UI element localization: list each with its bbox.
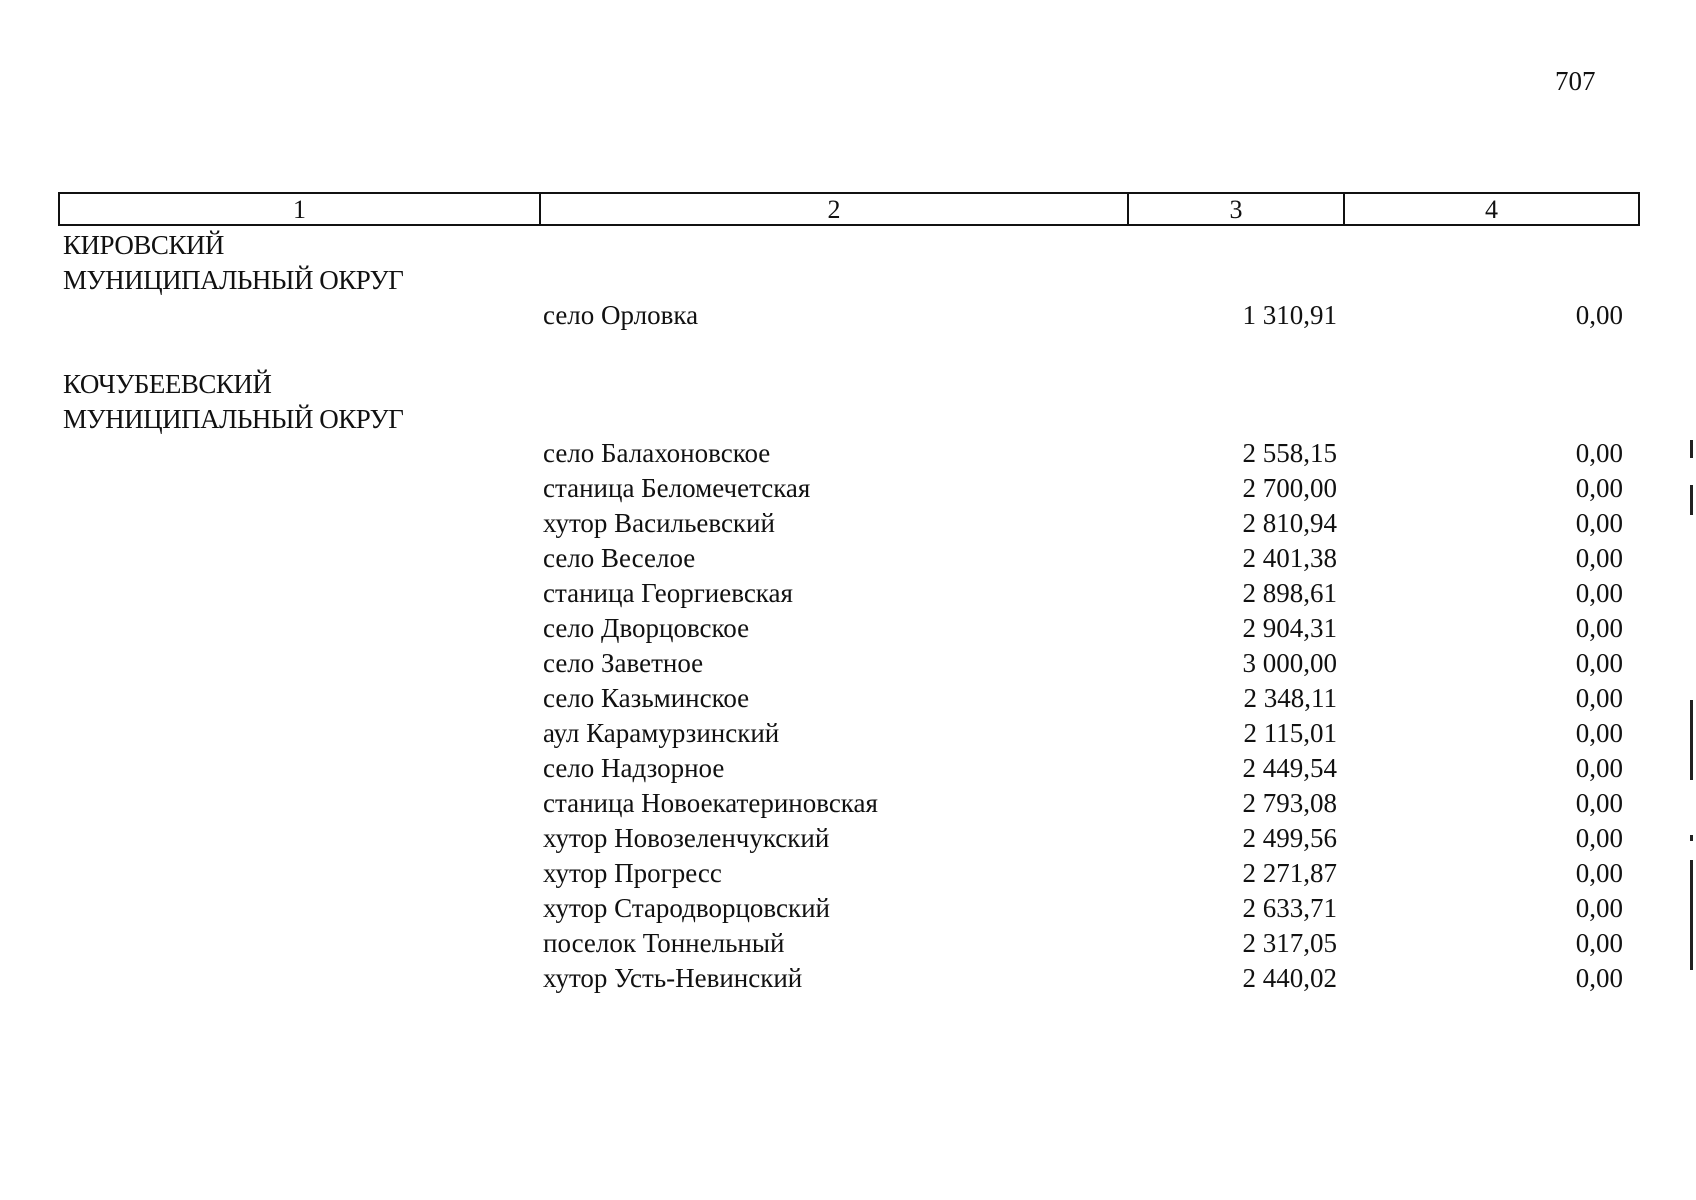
value-col3: 2 317,05 [1242, 928, 1337, 958]
locality-name: хутор Новозеленчукский [543, 823, 830, 853]
column-header-4: 4 [1485, 195, 1498, 224]
locality-name: хутор Васильевский [543, 508, 775, 538]
locality-name: станица Георгиевская [543, 578, 793, 608]
column-header-3: 3 [1129, 194, 1345, 224]
locality-name: хутор Усть-Невинский [543, 963, 803, 993]
value-col3: 2 793,08 [1242, 788, 1337, 818]
table-row [543, 506, 1643, 541]
value-col3: 2 700,00 [1242, 473, 1337, 503]
district-rows [543, 436, 1643, 996]
value-col4: 0,00 [1575, 438, 1623, 468]
scan-edge-mark [1690, 860, 1693, 970]
scan-edge-mark [1690, 485, 1693, 515]
value-col4: 0,00 [1575, 300, 1623, 330]
value-col3: 2 271,87 [1242, 858, 1337, 888]
scan-edge-mark [1690, 440, 1693, 458]
table-row [543, 576, 1643, 611]
table-row [543, 471, 1643, 506]
locality-name: хутор Стародворцовский [543, 893, 830, 923]
value-col4: 0,00 [1575, 963, 1623, 993]
locality-name: село Дворцовское [543, 613, 750, 643]
value-col3: 2 633,71 [1242, 893, 1337, 923]
table-row [543, 611, 1643, 646]
district-name-line2: МУНИЦИПАЛЬНЫЙ ОКРУГ [63, 265, 404, 295]
value-col4: 0,00 [1575, 928, 1623, 958]
column-header-2: 2 [541, 194, 1129, 224]
table-row [543, 926, 1643, 961]
value-col3: 2 449,54 [1242, 753, 1337, 783]
table-row [543, 821, 1643, 856]
locality-name: станица Беломечетская [543, 473, 811, 503]
table-row [543, 541, 1643, 576]
value-col4: 0,00 [1575, 648, 1623, 678]
value-col3: 2 440,02 [1242, 963, 1337, 993]
page-number: 707 [1555, 66, 1596, 96]
value-col3: 2 499,56 [1242, 823, 1337, 853]
value-col4: 0,00 [1575, 823, 1623, 853]
scan-edge-mark [1690, 700, 1693, 780]
district-name-line2: МУНИЦИПАЛЬНЫЙ ОКРУГ [63, 404, 404, 434]
value-col3: 2 348,11 [1243, 683, 1337, 713]
district-rows [543, 298, 1643, 333]
value-col4: 0,00 [1575, 473, 1623, 503]
district-name [63, 367, 403, 437]
value-col4: 0,00 [1575, 788, 1623, 818]
value-col4: 0,00 [1575, 543, 1623, 573]
value-col4: 0,00 [1575, 893, 1623, 923]
table-row [543, 961, 1643, 996]
table-row [543, 681, 1643, 716]
table-row [543, 856, 1643, 891]
table-row [543, 646, 1643, 681]
value-col4: 0,00 [1575, 508, 1623, 538]
table-row [543, 436, 1643, 471]
locality-name: поселок Тоннельный [543, 928, 785, 958]
column-header-1: 1 [60, 194, 541, 224]
table-row [543, 786, 1643, 821]
locality-name: село Надзорное [543, 753, 725, 783]
value-col3: 3 000,00 [1242, 648, 1337, 678]
table-row [543, 751, 1643, 786]
locality-name: хутор Прогресс [543, 858, 722, 888]
locality-name: село Орловка [543, 300, 699, 330]
value-col3: 2 810,94 [1242, 508, 1337, 538]
value-col3: 1 310,91 [1242, 300, 1337, 330]
value-col4: 0,00 [1575, 683, 1623, 713]
locality-name: село Веселое [543, 543, 696, 573]
value-col3: 2 401,38 [1242, 543, 1337, 573]
district-name [63, 228, 403, 298]
locality-name: аул Карамурзинский [543, 718, 780, 748]
locality-name: село Балахоновское [543, 438, 771, 468]
value-col3: 2 898,61 [1242, 578, 1337, 608]
district-name-line1: КОЧУБЕЕВСКИЙ [63, 369, 272, 399]
value-col4: 0,00 [1575, 858, 1623, 888]
table-row [543, 716, 1643, 751]
value-col4: 0,00 [1575, 578, 1623, 608]
value-col3: 2 558,15 [1242, 438, 1337, 468]
district-name-line1: КИРОВСКИЙ [63, 230, 224, 260]
locality-name: станица Новоекатериновская [543, 788, 878, 818]
value-col3: 2 115,01 [1243, 718, 1337, 748]
value-col4: 0,00 [1575, 718, 1623, 748]
locality-name: село Заветное [543, 648, 704, 678]
table-row [543, 891, 1643, 926]
value-col3: 2 904,31 [1242, 613, 1337, 643]
table-row [543, 298, 1643, 333]
table-header-row [58, 192, 1640, 226]
scan-edge-mark [1690, 835, 1693, 841]
value-col4: 0,00 [1575, 613, 1623, 643]
value-col4: 0,00 [1575, 753, 1623, 783]
locality-name: село Казьминское [543, 683, 750, 713]
